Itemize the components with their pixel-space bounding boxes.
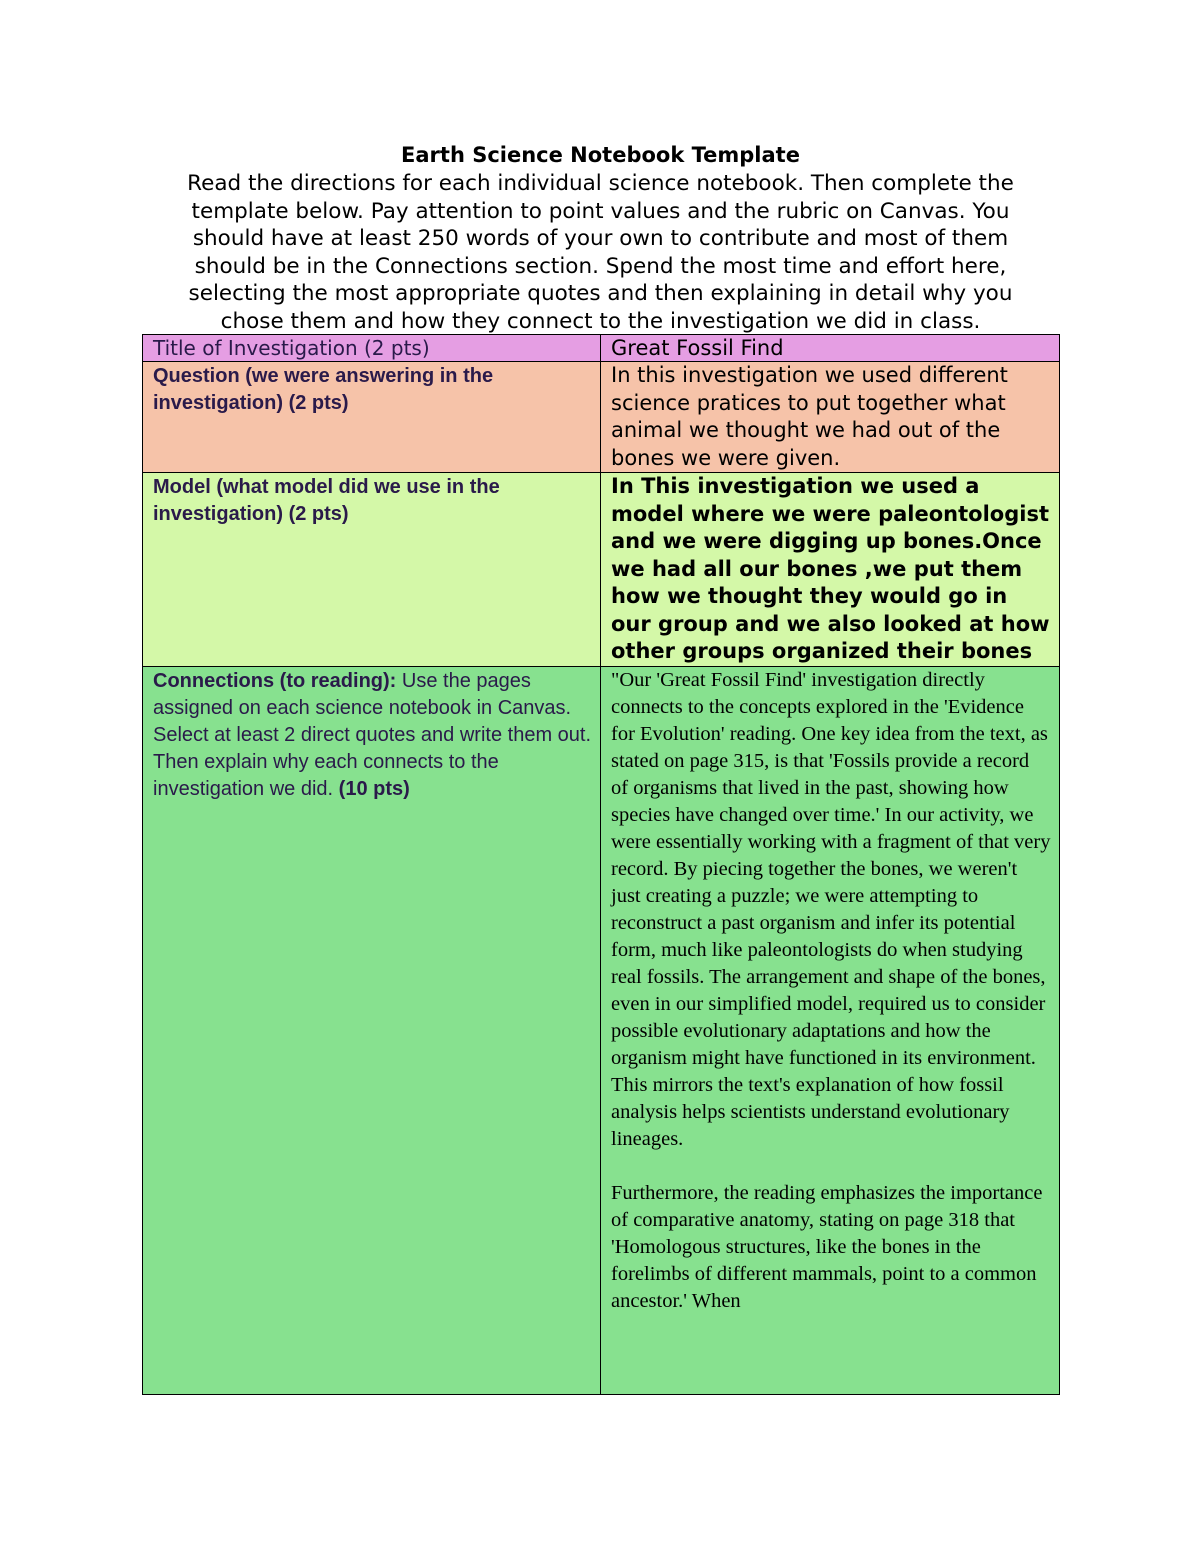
title-answer-cell[interactable] (601, 335, 1060, 362)
question-row (143, 362, 1060, 473)
title-label: Title of Investigation (2 pts) (153, 336, 430, 360)
connections-row (143, 666, 1060, 1394)
connections-label-points: (10 pts) (338, 777, 410, 800)
model-answer: In This investigation we used a model where we were paleontologist and we were digging up bones.Once we had all our bones ,we put them how we thought they would go in our group and we also looked at how other groups organized their bones (611, 474, 1050, 663)
paragraph-spacer (611, 1153, 1051, 1180)
connections-label-heading: Connections (to reading): (153, 669, 397, 692)
connections-label-instructions: Use the pages assigned on each science notebook in Canvas. Select at least 2 direct quotes and write them out. Then explain why each connects to the investigation we did. (153, 669, 592, 800)
question-label: Question (we were answering in the investigation) (2 pts) (153, 365, 494, 414)
model-label: Model (what model did we use in the investigation) (2 pts) (153, 476, 500, 525)
intro-line: chose them and how they connect to the investigation we did in class. (220, 308, 981, 334)
intro-line: should be in the Connections section. Spend the most time and effort here, (194, 253, 1007, 279)
title-row (143, 335, 1060, 362)
model-row (143, 473, 1060, 667)
model-answer-cell[interactable] (601, 473, 1060, 667)
question-label-cell (143, 362, 601, 473)
connections-label-cell (143, 666, 601, 1394)
intro-line: selecting the most appropriate quotes and then explaining in detail why you (188, 281, 1013, 306)
title-label-cell (143, 335, 601, 362)
notebook-table (142, 334, 1060, 1395)
document-title: Earth Science Notebook Template (401, 143, 800, 167)
title-answer: Great Fossil Find (611, 336, 784, 360)
intro-line: Read the directions for each individual science notebook. Then complete the (187, 171, 1014, 196)
connections-answer-cell[interactable] (601, 666, 1060, 1394)
intro-line: template below. Pay attention to point values and the rubric on Canvas. You (191, 198, 1010, 224)
intro-line: should have at least 250 words of your own to contribute and most of them (192, 226, 1009, 251)
model-label-cell (143, 473, 601, 667)
document-heading (142, 140, 1059, 335)
question-answer-cell[interactable] (601, 362, 1060, 473)
connections-paragraph: "Our 'Great Fossil Find' investigation directly connects to the concepts explored in the 'Evidence for Evolution' reading. One key idea from the text, as stated on page 315, is that 'Fossils provide a record of organisms that lived in the past, showing how species have changed over time.' In our activity, we were essentially working with a fragment of that very record. By piecing together the bones, we weren't just creating a puzzle; we were attempting to reconstruct a past organism and infer its potential form, much like paleontologists do when studying real fossils. The arrangement and shape of the bones, even in our simplified model, required us to consider possible evolutionary adaptations and how the organism might have functioned in its environment. This mirrors the text's explanation of how fossil analysis helps scientists understand evolutionary lineages. (611, 668, 1051, 1150)
connections-paragraph: Furthermore, the reading emphasizes the importance of comparative anatomy, stating on page 318 that 'Homologous structures, like the bones in the forelimbs of different mammals, point to a common ancestor.' When (611, 1181, 1043, 1312)
connections-label (153, 667, 592, 803)
question-answer: In this investigation we used different science pratices to put together what animal we thought we had out of the bones we were given. (611, 363, 1008, 470)
